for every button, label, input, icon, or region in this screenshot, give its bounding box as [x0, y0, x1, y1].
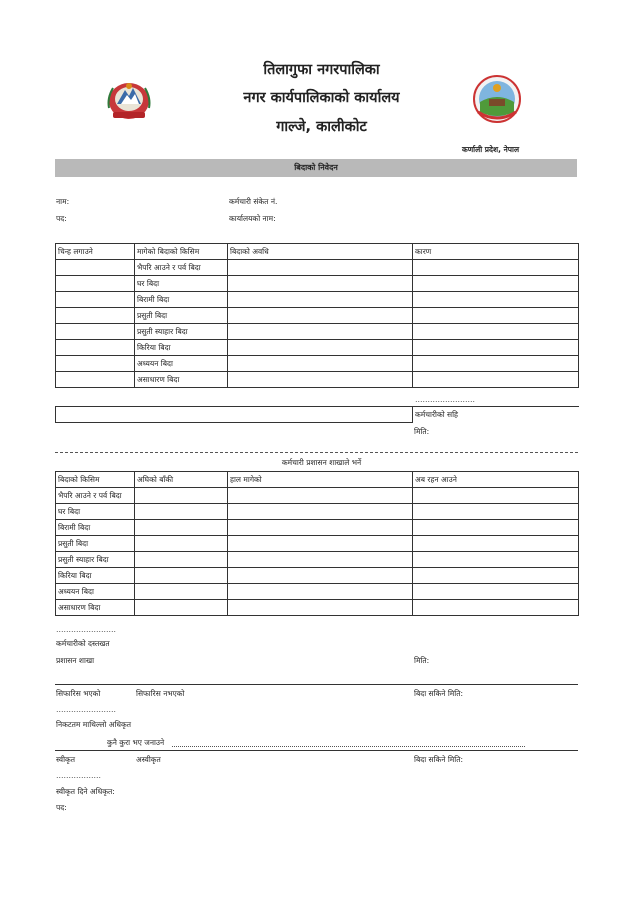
- signature-dots: ……………………: [415, 395, 475, 404]
- employee-signature-label: कर्मचारीको सहि: [413, 407, 579, 423]
- table-header: कारण: [413, 244, 579, 260]
- superior-officer-label: निकटतम माथिल्लो अधिकृत: [56, 720, 132, 729]
- table-header: हाल मागेको: [228, 472, 413, 488]
- table-header: बिदाको किसिम: [56, 472, 135, 488]
- employee-code-label: कर्मचारी संकेत नं.: [229, 197, 278, 206]
- signature-date-label: मिति:: [414, 427, 430, 436]
- leave-type: प्रसुती स्याहार बिदा: [56, 552, 135, 568]
- admin-branch-label: प्रशासन शाखा: [56, 656, 95, 665]
- leave-balance-table: [55, 471, 579, 616]
- leave-type: प्रसुती बिदा: [135, 308, 228, 324]
- leave-type: किरिया बिदा: [56, 568, 135, 584]
- leave-type: भैपरि आउने र पर्व बिदा: [135, 260, 228, 276]
- leave-end-date-label: बिदा सकिने मिति:: [414, 689, 464, 698]
- table-row: [56, 568, 579, 584]
- table-row: [56, 600, 579, 616]
- reason-input[interactable]: [56, 407, 413, 423]
- post-label: पद:: [56, 214, 67, 223]
- admin-date-label: मिति:: [414, 656, 430, 665]
- table-header: मागेको बिदाको किसिम: [135, 244, 228, 260]
- table-row: [56, 488, 579, 504]
- leave-type: घर बिदा: [135, 276, 228, 292]
- approved-label: स्वीकृत: [56, 755, 76, 764]
- leave-type: किरिया बिदा: [135, 340, 228, 356]
- approver-sign-dots: ………………: [56, 771, 101, 780]
- table-row: [56, 260, 579, 276]
- leave-type: अध्ययन बिदा: [56, 584, 135, 600]
- leave-type: बिरामी बिदा: [135, 292, 228, 308]
- office-name-label: कार्यालयको नाम:: [229, 214, 276, 223]
- leave-type: भैपरि आउने र पर्व बिदा: [56, 488, 135, 504]
- table-row: [56, 504, 579, 520]
- table-row: [56, 520, 579, 536]
- reason-box: [55, 406, 579, 423]
- approver-post-label: पद:: [56, 803, 67, 812]
- footer-divider-2: [55, 750, 578, 751]
- comment-line[interactable]: [172, 746, 525, 747]
- table-header: बिदाको अवधि: [228, 244, 413, 260]
- leave-type: घर बिदा: [56, 504, 135, 520]
- not-approved-label: अस्वीकृत: [136, 755, 161, 764]
- leave-request-table: [55, 243, 579, 388]
- form-title: बिदाको निवेदन: [55, 159, 577, 177]
- superior-sign-dots: ……………………: [56, 705, 116, 714]
- table-row: [56, 340, 579, 356]
- name-label: नाम:: [56, 197, 70, 206]
- leave-type: असाधारण बिदा: [135, 372, 228, 388]
- office-address: गाल्जे, कालीकोट: [276, 119, 367, 135]
- leave-type: अध्ययन बिदा: [135, 356, 228, 372]
- table-header-row: [56, 472, 579, 488]
- table-row: [56, 552, 579, 568]
- not-recommended-label: सिफारिस नभएको: [136, 689, 185, 698]
- footer-divider: [55, 684, 578, 685]
- office-name: नगर कार्यपालिकाको कार्यालय: [243, 90, 400, 106]
- leave-type: बिरामी बिदा: [56, 520, 135, 536]
- table-row: [56, 356, 579, 372]
- employee-sign-dots: ……………………: [56, 625, 116, 634]
- table-row: [56, 308, 579, 324]
- recommended-label: सिफारिस भएको: [56, 689, 101, 698]
- leave-type: प्रसुती स्याहार बिदा: [135, 324, 228, 340]
- final-leave-end-date-label: बिदा सकिने मिति:: [414, 755, 464, 764]
- admin-section-title: कर्मचारी प्रशासन शाखाले भर्ने: [281, 458, 362, 467]
- leave-type: प्रसुती बिदा: [56, 536, 135, 552]
- approving-officer-label: स्वीकृत दिने अधिकृत:: [56, 787, 115, 796]
- table-row: [56, 536, 579, 552]
- municipality-name: तिलागुफा नगरपालिका: [263, 62, 380, 78]
- comment-label: कुनै कुरा भए जनाउने: [107, 738, 165, 747]
- table-header: अघिको बाँकी: [135, 472, 228, 488]
- leave-type: असाधारण बिदा: [56, 600, 135, 616]
- table-row: [56, 292, 579, 308]
- section-divider: [55, 452, 578, 453]
- table-header: अब रहन आउने: [413, 472, 579, 488]
- employee-sign-label: कर्मचारीको दस्तखत: [56, 639, 110, 648]
- table-row: [56, 372, 579, 388]
- table-row: [56, 324, 579, 340]
- table-header: चिन्ह लगाउने: [56, 244, 135, 260]
- table-header-row: [56, 244, 579, 260]
- table-row: [56, 276, 579, 292]
- table-row: [56, 584, 579, 600]
- province-name: कर्णाली प्रदेश, नेपाल: [462, 145, 520, 154]
